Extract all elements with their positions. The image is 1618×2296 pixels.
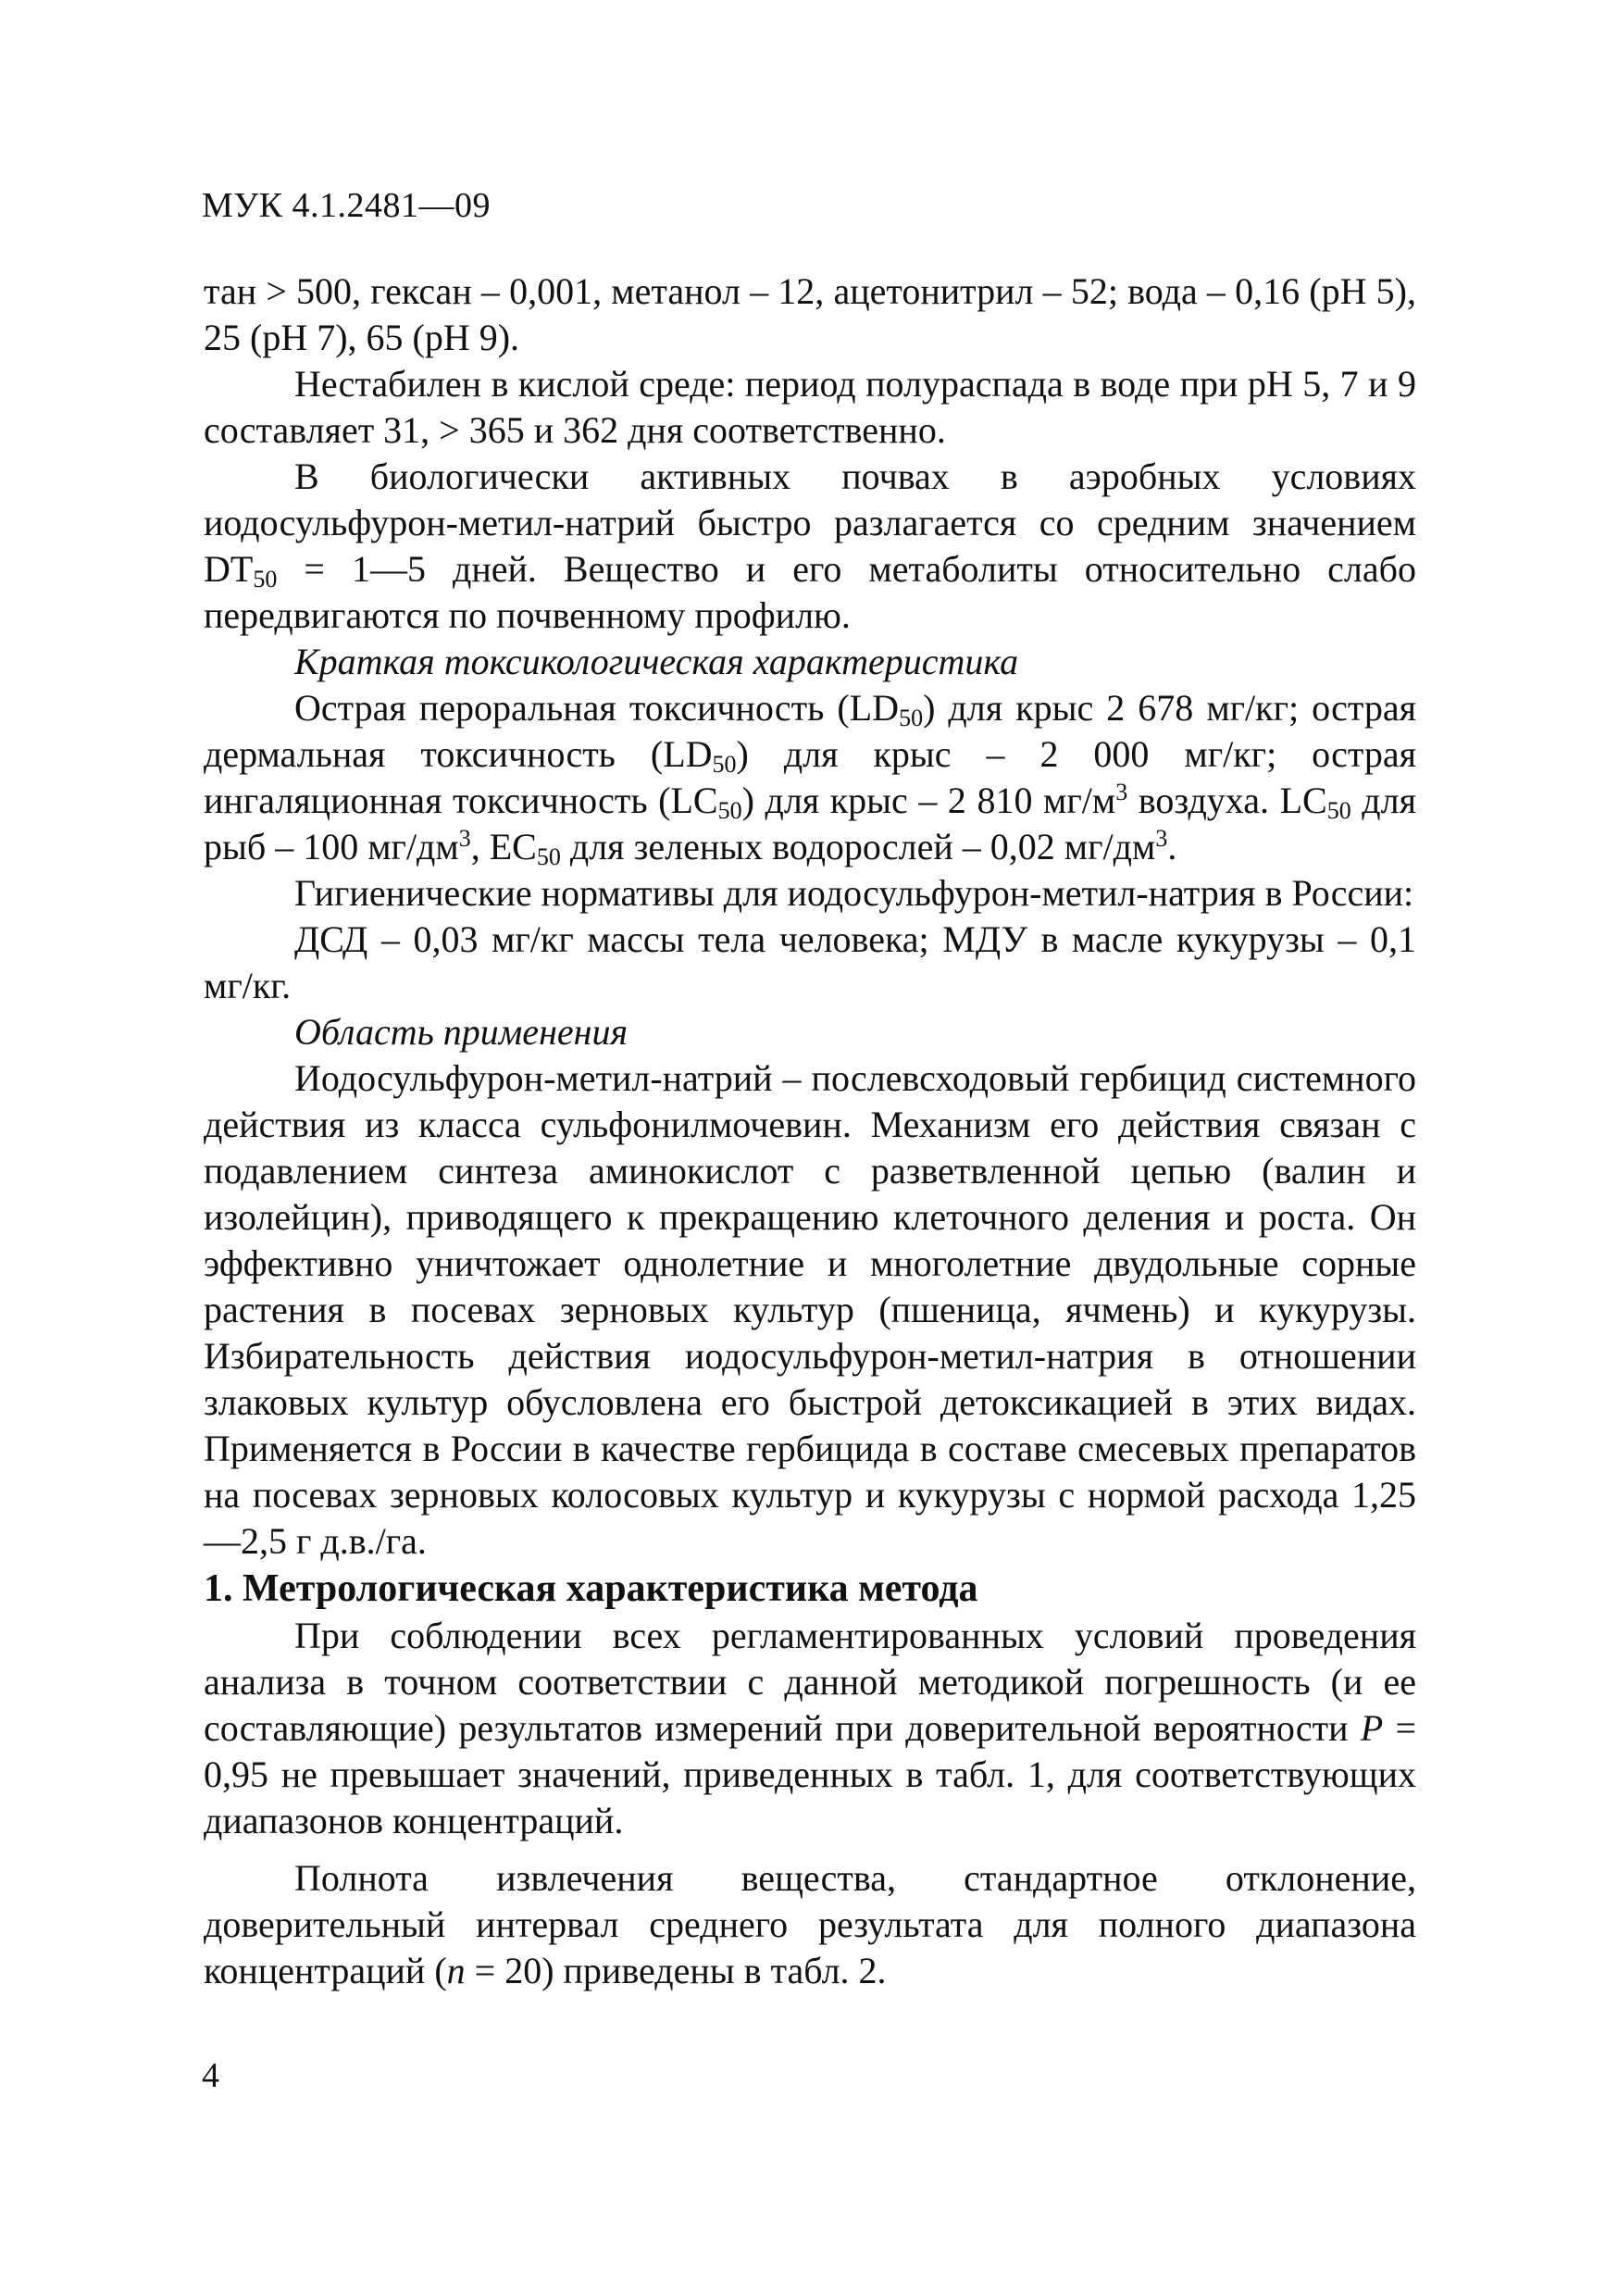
soil-text-part-a: В биологически активных почвах в аэробных условиях иодосульфурон-метил-натрий быстро разлагается со средним значением DT [204,455,1416,590]
metrology-paragraph [204,1613,1416,1844]
dm3-superscript-2: 3 [1155,825,1168,852]
ld50-dermal-subscript: 50 [712,751,737,778]
tox-text-i: . [1167,826,1177,867]
ec50-subscript: 50 [536,843,561,870]
dt50-subscript: 50 [253,566,278,593]
acute-toxicity-paragraph [204,685,1416,870]
scope-paragraph: Иодосульфурон-метил-натрий – послевсходовый гербицид системного действия из класса сульфонилмочевин. Механизм его действия связан с подавлением синтеза аминокислот с разветвленной цепью (валин и изолейцин), приводящего к прекращению клеточного деления и роста. Он эффективно уничтожает однолетние и многолетние двудольные сорные растения в посевах зерновых культур (пшеница, ячмень) и кукурузы. Избирательность действия иодосульфурон-метил-натрия в отношении злаковых культур обусловлена его быстрой детоксикацией в этих видах. Применяется в России в качестве гербицида в составе смесевых препаратов на посевах зерновых колосовых культур и кукурузы с нормой расхода 1,25—2,5 г д.в./га. [204,1057,1416,1562]
tox-text-a: Острая пероральная токсичность (LD [294,687,900,729]
stability-paragraph: Нестабилен в кислой среде: период полураспада в воде при рН 5, 7 и 9 составляет 31, > 365 и 362 дня соответственно. [204,363,1416,451]
tox-text-h: для зеленых водорослей – 0,02 мг/дм [560,826,1156,867]
section-1-title: 1. Метрологическая характеристика метода [204,1567,978,1610]
metrology-text-b: = 0,95 не превышает значений, приведенных в табл. 1, для соответствующих диапазонов концентраций. [204,1707,1416,1841]
lc50-inhal-subscript: 50 [717,797,742,824]
solubility-continuation-paragraph: тан > 500, гексан – 0,001, метанол – 12, ацетонитрил – 52; вода – 0,16 (рН 5), 25 (рН 7), 65 (рН 9). [204,270,1416,358]
page-number: 4 [202,2056,219,2095]
document-code-header: МУК 4.1.2481—09 [202,186,492,225]
ld50-oral-subscript: 50 [899,705,924,731]
sample-count-variable: n [446,1950,466,1991]
tox-text-b: ) для крыс 2 678 мг/кг; острая дермальная токсичность (LD [204,687,1417,775]
soil-degradation-paragraph [204,454,1416,639]
lc50-fish-subscript: 50 [1326,797,1351,824]
tox-text-g: , EC [470,826,537,867]
recovery-text-b: = 20) приведены в табл. 2. [465,1950,887,1991]
scope-heading: Область применения [294,1011,629,1053]
document-body [204,268,1416,1994]
toxicology-heading: Краткая токсикологическая характеристика [294,641,1019,682]
recovery-text-a: Полнота извлечения вещества, стандартное отклонение, доверительный интервал среднего результата для полного диапазона концентраций ( [204,1857,1416,1991]
tox-text-f: для рыб – 100 мг/дм [204,780,1416,867]
recovery-paragraph [204,1855,1416,1994]
tox-text-d: ) для крыс – 2 810 мг/м [741,780,1116,821]
m3-superscript: 3 [1115,779,1128,805]
dm3-superscript-1: 3 [458,825,471,852]
metrology-text-a: При соблюдении всех регламентированных условий проведения анализа в точном соответствии с данной методикой погрешность (и ее составляющие) результатов измерений при доверительной вероятности [204,1615,1416,1749]
tox-text-e: воздуха. LC [1127,780,1327,821]
adi-mrl-paragraph: ДСД – 0,03 мг/кг массы тела человека; МДУ в масле кукурузы – 0,1 мг/кг. [204,918,1416,1006]
probability-variable: P [1360,1707,1384,1749]
hygienic-standards-paragraph: Гигиенические нормативы для иодосульфурон-метил-натрия в России: [294,872,1414,914]
soil-text-part-b: = 1—5 дней. Вещество и его метаболиты относительно слабо передвигаются по почвенному профилю. [204,548,1416,636]
tox-text-c: ) для крыс – 2 000 мг/кг; острая ингаляционная токсичность (LC [204,733,1417,821]
